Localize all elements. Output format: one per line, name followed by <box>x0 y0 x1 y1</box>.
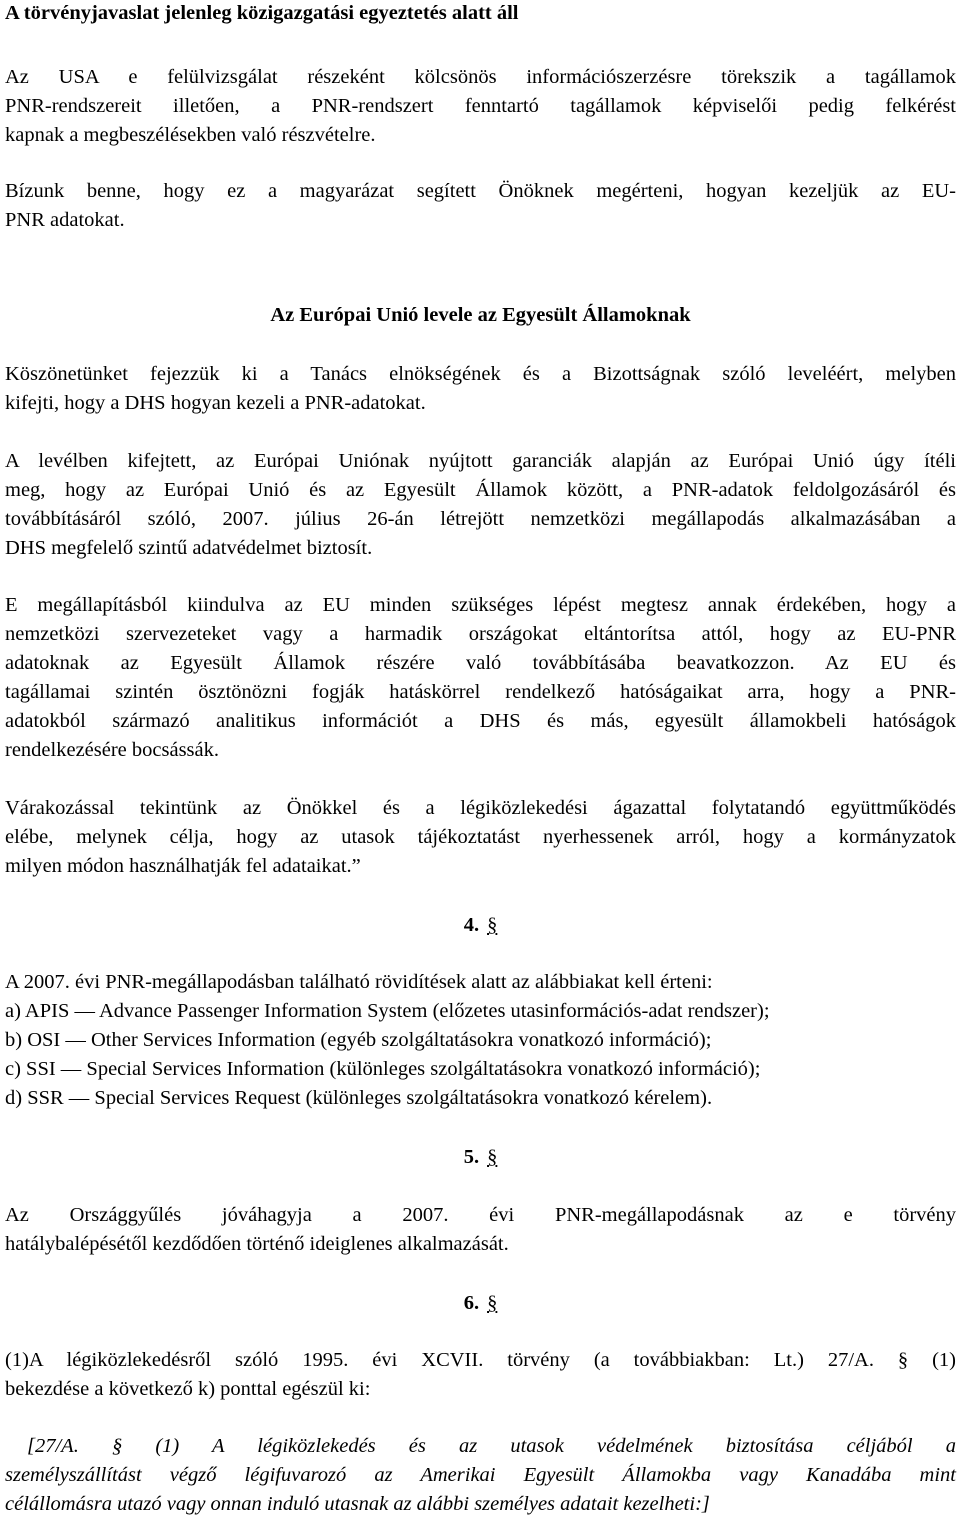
quoted-law-line: személyszállítást végző légifuvarozó az Amerikai Egyesült Államokba vagy Kanadába mint <box>5 1464 956 1486</box>
section-5-line: Az Országgyűlés jóváhagyja a 2007. évi PNR-megállapodásnak az e törvény <box>5 1204 956 1226</box>
section-5-line: hatálybalépésétől kezdődően történő ideiglenes alkalmazását. <box>5 1233 509 1255</box>
section-6-line: (1)A légiközlekedésről szóló 1995. évi XCVII. törvény (a továbbiakban: Lt.) 27/A. § (1) <box>5 1349 956 1371</box>
section-5-heading <box>5 1143 956 1171</box>
eu-letter-p4-line: elébe, melynek célja, hogy az utasok tájékoztatást nyerhessenek arról, hogy a kormányzatok <box>5 826 956 848</box>
eu-letter-p2-line: továbbításáról szóló, 2007. július 26-án létrejött nemzetközi megállapodás alkalmazásában a <box>5 508 956 530</box>
section-number: 5. <box>463 1146 480 1168</box>
eu-letter-p3-line: E megállapításból kiindulva az EU minden szükséges lépést megtesz annak érdekében, hogy a <box>5 594 956 616</box>
section-4-line: c) SSI — Special Services Information (különleges szolgáltatásokra vonatkozó információ); <box>5 1058 761 1080</box>
eu-letter-p1-line: Köszönetünket fejezzük ki a Tanács elnökségének és a Bizottságnak szóló leveléért, melyben <box>5 363 956 385</box>
intro-p1-line: PNR-rendszereit illetően, a PNR-rendszert fenntartó tagállamok képviselői pedig felkérést <box>5 95 956 117</box>
section-number: 4. <box>463 914 480 936</box>
eu-letter-p3-line: rendelkezésére bocsássák. <box>5 739 219 761</box>
section-sign: § <box>487 1146 498 1168</box>
section-4-line: b) OSI — Other Services Information (egyéb szolgáltatásokra vonatkozó információ); <box>5 1029 712 1051</box>
section-4-line: a) APIS — Advance Passenger Information System (előzetes utasinformációs-adat rendszer); <box>5 1000 770 1022</box>
section-4-line: d) SSR — Special Services Request (különleges szolgáltatásokra vonatkozó kérelem). <box>5 1087 713 1109</box>
eu-letter-p1-line: kifejti, hogy a DHS hogyan kezeli a PNR-adatokat. <box>5 392 426 414</box>
eu-letter-title: Az Európai Unió levele az Egyesült Államoknak <box>270 304 691 326</box>
eu-letter-p2-line: DHS megfelelő szintű adatvédelmet biztosít. <box>5 537 373 559</box>
document-heading: A törvényjavaslat jelenleg közigazgatási egyeztetés alatt áll <box>5 2 519 24</box>
intro-p2-line: Bízunk benne, hogy ez a magyarázat segített Önöknek megérteni, hogyan kezeljük az EU- <box>5 180 956 202</box>
eu-letter-p4-line: Várakozással tekintünk az Önökkel és a légiközlekedési ágazattal folytatandó együttműködés <box>5 797 956 819</box>
section-6-line: bekezdése a következő k) ponttal egészül ki: <box>5 1378 371 1400</box>
intro-p1-line: Az USA e felülvizsgálat részeként kölcsönös információszerzésre törekszik a tagállamok <box>5 66 956 88</box>
eu-letter-p3-line: adatoknak az Egyesült Államok részére való továbbításába beavatkozzon. Az EU és <box>5 652 956 674</box>
section-4-line: A 2007. évi PNR-megállapodásban található rövidítések alatt az alábbiakat kell érteni: <box>5 971 713 993</box>
quoted-law-line: célállomásra utazó vagy onnan induló utasnak az alábbi személyes adatait kezelheti:] <box>5 1493 710 1515</box>
quoted-law-line: [27/A. § (1) A légiközlekedés és az utasok védelmének biztosítása céljából a <box>27 1435 956 1457</box>
intro-p2-line: PNR adatokat. <box>5 209 125 231</box>
eu-letter-p3-line: nemzetközi szervezeteket vagy a harmadik országokat eltántorítsa attól, hogy az EU-PNR <box>5 623 956 645</box>
section-4-heading <box>5 911 956 939</box>
eu-letter-p3-line: adatokból származó analitikus információt a DHS és más, egyesült államokbeli hatóságok <box>5 710 956 732</box>
section-number: 6. <box>463 1292 480 1314</box>
eu-letter-p4-line: milyen módon használhatják fel adataikat.” <box>5 855 361 877</box>
eu-letter-p3-line: tagállamai szintén ösztönözni fogják hatáskörrel rendelkező hatóságaikat arra, hogy a PNR- <box>5 681 956 703</box>
eu-letter-p2-line: A levélben kifejtett, az Európai Uniónak nyújtott garanciák alapján az Európai Unió úgy ítéli <box>5 450 956 472</box>
section-sign: § <box>487 1292 498 1314</box>
section-6-heading <box>5 1289 956 1317</box>
eu-letter-p2-line: meg, hogy az Európai Unió és az Egyesült Államok között, a PNR-adatok feldolgozásáról és <box>5 479 956 501</box>
section-sign: § <box>487 914 498 936</box>
intro-p1-line: kapnak a megbeszélésekben való részvételre. <box>5 124 376 146</box>
